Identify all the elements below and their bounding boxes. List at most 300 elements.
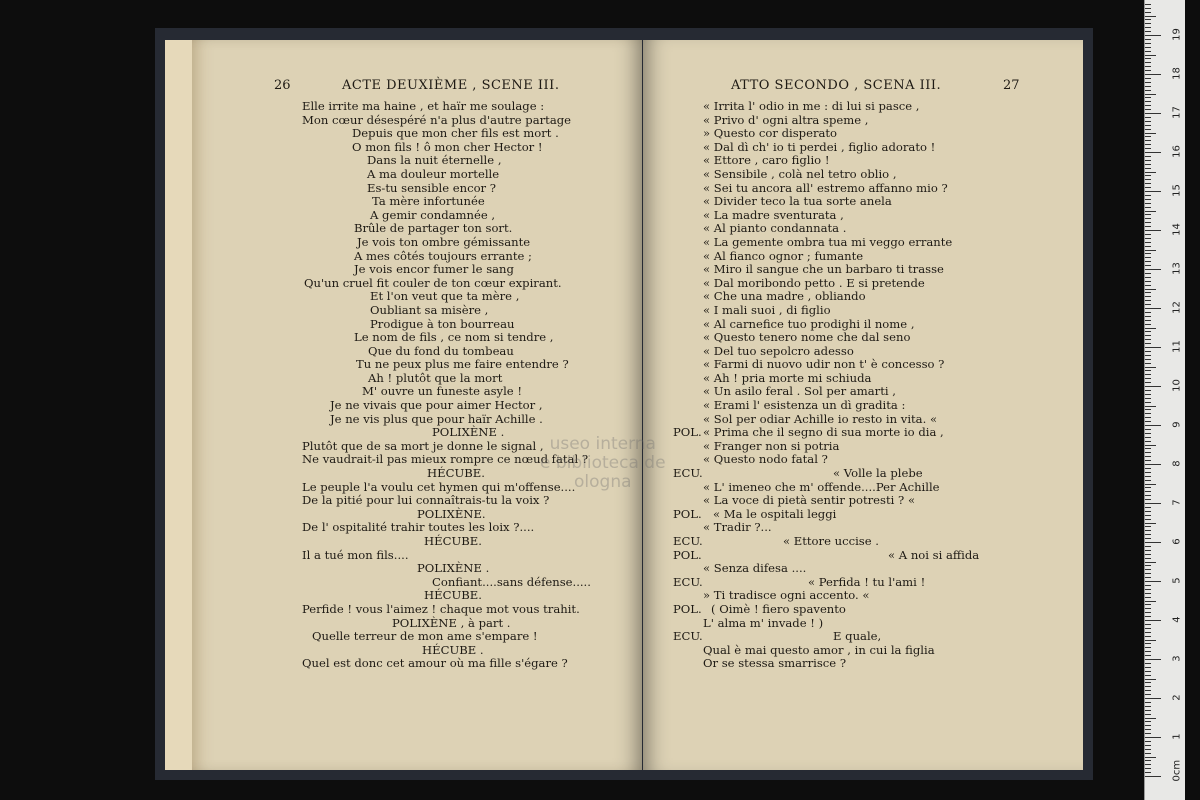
ruler-tick <box>1145 491 1151 492</box>
ruler-tick <box>1145 234 1151 235</box>
ruler-tick <box>1145 655 1151 656</box>
ruler-tick <box>1145 160 1151 161</box>
line-text: Je vois encor fumer le sang <box>354 262 514 277</box>
line-text: Brûle de partager ton sort. <box>354 221 513 236</box>
ruler-tick <box>1145 729 1151 730</box>
text-line <box>192 277 642 291</box>
ruler-tick <box>1145 242 1151 243</box>
speaker-label: ECU. <box>673 574 703 589</box>
text-line <box>192 114 642 128</box>
ruler-number: 18 <box>1171 67 1183 80</box>
measurement-ruler <box>1144 0 1185 800</box>
ruler-tick <box>1145 476 1151 477</box>
line-text: De la pitié pour lui connaîtrais-tu la voix ? <box>302 493 550 508</box>
museum-watermark <box>540 435 666 492</box>
right-page-number: 27 <box>1003 78 1020 93</box>
text-line <box>643 413 1083 427</box>
line-text: « Questo nodo fatal ? <box>703 452 828 467</box>
line-text: « Franger non si potria <box>703 438 840 453</box>
speaker-label: POL. <box>673 506 702 521</box>
text-line <box>192 644 642 658</box>
line-text: « Farmi di nuovo udir non t' è concesso ? <box>703 357 945 372</box>
ruler-tick <box>1145 601 1156 602</box>
line-text: Ta mère infortunée <box>372 194 485 209</box>
ruler-tick <box>1145 472 1151 473</box>
watermark-line: useo interna <box>549 434 656 454</box>
line-text: « Divider teco la tua sorte anela <box>703 194 892 209</box>
line-text: Prodigue à ton bourreau <box>370 316 515 331</box>
text-line <box>643 589 1083 603</box>
ruler-tick <box>1145 144 1151 145</box>
text-line <box>192 630 642 644</box>
text-line <box>192 657 642 671</box>
ruler-tick <box>1145 97 1151 98</box>
text-line <box>192 100 642 114</box>
ruler-tick <box>1145 538 1151 539</box>
ruler-tick <box>1145 230 1161 231</box>
speaker-label: ECU. <box>673 629 703 644</box>
ruler-tick <box>1145 86 1151 87</box>
ruler-tick <box>1145 760 1151 761</box>
ruler-tick <box>1145 745 1151 746</box>
ruler-tick <box>1145 686 1151 687</box>
ruler-tick <box>1145 109 1151 110</box>
ruler-tick <box>1145 39 1151 40</box>
speaker-label: ECU. <box>673 466 703 481</box>
line-text: Es-tu sensible encor ? <box>367 180 496 195</box>
ruler-tick <box>1145 156 1151 157</box>
ruler-tick <box>1145 413 1151 414</box>
line-text: L' alma m' invade ! ) <box>703 615 824 630</box>
ruler-tick <box>1145 179 1151 180</box>
line-text: Je ne vis plus que pour haïr Achille . <box>330 411 543 426</box>
ruler-tick <box>1145 640 1156 641</box>
line-text: E quale, <box>833 629 882 644</box>
text-line <box>192 182 642 196</box>
ruler-tick <box>1145 355 1151 356</box>
line-text: Oubliant sa misère , <box>370 302 489 317</box>
text-line <box>643 168 1083 182</box>
ruler-tick <box>1145 238 1151 239</box>
ruler-tick <box>1145 172 1156 173</box>
ruler-tick <box>1145 597 1151 598</box>
line-text: Plutôt que de sa mort je donne le signal , <box>302 438 544 453</box>
ruler-tick <box>1145 460 1151 461</box>
ruler-tick <box>1145 425 1161 426</box>
text-line <box>192 345 642 359</box>
ruler-tick <box>1145 140 1151 141</box>
ruler-tick <box>1145 768 1151 769</box>
line-text: A mes côtés toujours errante ; <box>354 248 532 263</box>
ruler-tick <box>1145 647 1151 648</box>
ruler-tick <box>1145 214 1151 215</box>
ruler-tick <box>1145 35 1161 36</box>
line-text: A ma douleur mortelle <box>367 166 500 181</box>
line-text: « Prima che il segno di sua morte io dia , <box>703 425 944 440</box>
ruler-tick <box>1145 616 1151 617</box>
text-line <box>643 385 1083 399</box>
ruler-tick <box>1145 452 1151 453</box>
ruler-tick <box>1145 753 1151 754</box>
line-text: « Miro il sangue che un barbaro ti trasse <box>703 262 944 277</box>
text-line <box>643 318 1083 332</box>
ruler-tick <box>1145 82 1151 83</box>
ruler-tick <box>1145 58 1151 59</box>
ruler-tick <box>1145 62 1151 63</box>
line-text: Tu ne peux plus me faire entendre ? <box>356 357 569 372</box>
text-line <box>643 535 1083 549</box>
line-text: Confiant....sans défense..... <box>432 574 591 589</box>
line-text: Mon cœur désespéré n'a plus d'autre partage <box>302 112 572 127</box>
speaker-label: POL. <box>673 425 702 440</box>
left-page-text <box>192 100 642 671</box>
line-text: « Sol per odiar Achille io resto in vita. « <box>703 411 938 426</box>
text-line <box>192 127 642 141</box>
text-line <box>192 617 642 631</box>
ruler-tick <box>1145 468 1151 469</box>
ruler-tick <box>1145 542 1161 543</box>
line-text: « Senza difesa .... <box>703 561 807 576</box>
ruler-tick <box>1145 121 1151 122</box>
ruler-tick <box>1145 175 1151 176</box>
line-text: Quel est donc cet amour où ma fille s'égare ? <box>302 656 568 671</box>
ruler-tick <box>1145 211 1156 212</box>
ruler-tick <box>1145 351 1151 352</box>
line-text: HÉCUBE . <box>422 642 484 657</box>
ruler-tick <box>1145 136 1151 137</box>
line-text: POLIXÈNE , à part . <box>392 615 511 630</box>
text-line <box>643 576 1083 590</box>
ruler-tick <box>1145 374 1151 375</box>
ruler-tick <box>1145 772 1151 773</box>
line-text: « Del tuo sepolcro adesso <box>703 343 854 358</box>
ruler-tick <box>1145 628 1151 629</box>
ruler-tick <box>1145 390 1151 391</box>
line-text: HÉCUBE. <box>424 534 482 548</box>
ruler-tick <box>1145 437 1151 438</box>
text-line <box>643 521 1083 535</box>
ruler-tick <box>1145 406 1156 407</box>
text-line <box>643 290 1083 304</box>
line-text: « Ah ! pria morte mi schiuda <box>703 370 872 385</box>
ruler-tick <box>1145 569 1151 570</box>
line-text: De l' ospitalité trahir toutes les loix ?.... <box>302 520 535 535</box>
text-line <box>643 304 1083 318</box>
line-text: « Ettore , caro figlio ! <box>703 153 830 168</box>
text-line <box>643 467 1083 481</box>
text-line <box>643 657 1083 671</box>
text-line <box>192 385 642 399</box>
right-page-text <box>643 100 1083 671</box>
text-line <box>643 399 1083 413</box>
ruler-tick <box>1145 675 1151 676</box>
ruler-tick <box>1145 253 1151 254</box>
ruler-tick <box>1145 304 1151 305</box>
ruler-tick <box>1145 721 1151 722</box>
ruler-tick <box>1145 43 1151 44</box>
text-line <box>643 100 1083 114</box>
line-text: Le nom de fils , ce nom si tendre , <box>354 330 554 345</box>
ruler-tick <box>1145 495 1151 496</box>
text-line <box>643 481 1083 495</box>
ruler-number: 6 <box>1171 538 1183 545</box>
text-line <box>192 372 642 386</box>
ruler-tick <box>1145 363 1151 364</box>
ruler-tick <box>1145 757 1156 758</box>
ruler-tick <box>1145 281 1151 282</box>
ruler-tick <box>1145 359 1151 360</box>
ruler-tick <box>1145 16 1156 17</box>
ruler-tick <box>1145 117 1151 118</box>
ruler-tick <box>1145 694 1151 695</box>
line-text: Il a tué mon fils.... <box>302 547 409 562</box>
ruler-tick <box>1145 429 1151 430</box>
ruler-tick <box>1145 187 1151 188</box>
ruler-tick <box>1145 222 1151 223</box>
ruler-tick <box>1145 643 1151 644</box>
ruler-tick <box>1145 90 1151 91</box>
ruler-tick <box>1145 27 1151 28</box>
text-line <box>643 358 1083 372</box>
text-line <box>643 209 1083 223</box>
ruler-tick <box>1145 74 1161 75</box>
ruler-tick <box>1145 519 1151 520</box>
text-line <box>643 222 1083 236</box>
line-text: « L' imeneo che m' offende....Per Achille <box>703 479 940 494</box>
line-text: « Ma le ospitali leggi <box>713 506 837 521</box>
ruler-tick <box>1145 764 1151 765</box>
line-text: POLIXÈNE. <box>417 506 486 521</box>
text-line <box>192 236 642 250</box>
ruler-tick <box>1145 105 1151 106</box>
line-text: ( Oimè ! fiero spavento <box>711 601 846 616</box>
ruler-tick <box>1145 277 1151 278</box>
text-line <box>192 154 642 168</box>
line-text: « Dal dì ch' io ti perdei , figlio adorato ! <box>703 139 936 154</box>
ruler-tick <box>1145 129 1151 130</box>
ruler-tick <box>1145 265 1151 266</box>
ruler-tick <box>1145 378 1151 379</box>
text-line <box>192 209 642 223</box>
ruler-tick <box>1145 698 1161 699</box>
text-line <box>643 630 1083 644</box>
line-text: Je vois ton ombre gémissante <box>357 234 531 249</box>
ruler-tick <box>1145 218 1151 219</box>
line-text: « Al pianto condannata . <box>703 221 847 236</box>
ruler-tick <box>1145 530 1151 531</box>
text-line <box>192 290 642 304</box>
ruler-tick <box>1145 706 1151 707</box>
ruler-number: 8 <box>1171 460 1183 467</box>
line-text: Je ne vivais que pour aimer Hector , <box>330 398 543 413</box>
ruler-number: 2 <box>1171 694 1183 701</box>
ruler-tick <box>1145 682 1151 683</box>
ruler-tick <box>1145 433 1151 434</box>
text-line <box>643 372 1083 386</box>
line-text: Et l'on veut que ta mère , <box>370 289 520 304</box>
ruler-tick <box>1145 417 1151 418</box>
text-line <box>643 195 1083 209</box>
ruler-tick <box>1145 448 1151 449</box>
line-text: M' ouvre un funeste asyle ! <box>362 384 523 399</box>
ruler-tick <box>1145 226 1151 227</box>
ruler-tick <box>1145 47 1151 48</box>
ruler-tick <box>1145 593 1151 594</box>
ruler-tick <box>1145 148 1151 149</box>
ruler-tick <box>1145 589 1151 590</box>
ruler-tick <box>1145 659 1161 660</box>
ruler-tick <box>1145 608 1151 609</box>
speaker-label: POL. <box>673 547 702 562</box>
ruler-tick <box>1145 733 1151 734</box>
ruler-tick <box>1145 573 1151 574</box>
speaker-label: ECU. <box>673 534 703 548</box>
ruler-tick <box>1145 507 1151 508</box>
ruler-tick <box>1145 487 1151 488</box>
right-page <box>643 40 1083 770</box>
text-line <box>192 222 642 236</box>
text-line <box>192 535 642 549</box>
ruler-tick <box>1145 515 1151 516</box>
ruler-tick <box>1145 620 1161 621</box>
ruler-tick <box>1145 511 1151 512</box>
text-line <box>192 576 642 590</box>
line-text: Ah ! plutôt que la mort <box>368 370 503 385</box>
text-line <box>643 127 1083 141</box>
text-line <box>643 263 1083 277</box>
ruler-tick <box>1145 398 1151 399</box>
ruler-tick <box>1145 546 1151 547</box>
text-line <box>192 304 642 318</box>
left-page <box>192 40 642 770</box>
ruler-tick <box>1145 94 1156 95</box>
line-text: « Ettore uccise . <box>783 534 879 548</box>
ruler-tick <box>1145 480 1151 481</box>
text-line <box>643 182 1083 196</box>
ruler-tick <box>1145 273 1151 274</box>
text-line <box>192 141 642 155</box>
ruler-tick <box>1145 168 1151 169</box>
ruler-tick <box>1145 113 1161 114</box>
ruler-tick <box>1145 23 1151 24</box>
ruler-tick <box>1145 370 1151 371</box>
ruler-tick <box>1145 612 1151 613</box>
ruler-tick <box>1145 441 1151 442</box>
ruler-tick <box>1145 312 1151 313</box>
line-text: POLIXÈNE . <box>417 561 490 576</box>
ruler-tick <box>1145 667 1151 668</box>
line-text: « La gemente ombra tua mi veggo errante <box>703 234 953 249</box>
ruler-tick <box>1145 671 1151 672</box>
ruler-number: 5 <box>1171 577 1183 584</box>
ruler-tick <box>1145 464 1161 465</box>
text-line <box>643 154 1083 168</box>
ruler-tick <box>1145 19 1151 20</box>
ruler-tick <box>1145 269 1161 270</box>
ruler-tick <box>1145 199 1151 200</box>
ruler-tick <box>1145 679 1156 680</box>
ruler-tick <box>1145 261 1151 262</box>
ruler-tick <box>1145 152 1161 153</box>
ruler-tick <box>1145 78 1151 79</box>
ruler-number: 3 <box>1171 655 1183 662</box>
ruler-tick <box>1145 604 1151 605</box>
ruler-tick <box>1145 339 1151 340</box>
text-line <box>192 589 642 603</box>
text-line <box>643 114 1083 128</box>
ruler-tick <box>1145 503 1161 504</box>
ruler-number: 9 <box>1171 421 1183 428</box>
watermark-line: e biblioteca de <box>540 453 666 473</box>
ruler-tick <box>1145 101 1151 102</box>
line-text: « Questo tenero nome che dal seno <box>703 330 911 345</box>
line-text: Elle irrite ma haine , et haïr me soulage : <box>302 99 545 113</box>
ruler-tick <box>1145 51 1151 52</box>
ruler-tick <box>1145 632 1151 633</box>
line-text: « I mali suoi , di figlio <box>703 302 831 317</box>
ruler-tick <box>1145 702 1151 703</box>
ruler-tick <box>1145 386 1161 387</box>
ruler-number: 19 <box>1171 28 1183 41</box>
ruler-tick <box>1145 382 1151 383</box>
line-text: « Perfida ! tu l'ami ! <box>808 574 926 589</box>
ruler-number: 4 <box>1171 616 1183 623</box>
ruler-tick <box>1145 577 1151 578</box>
line-text: « Al carnefice tuo prodighi il nome , <box>703 316 915 331</box>
line-text: Or se stessa smarrisce ? <box>703 656 847 671</box>
text-line <box>192 168 642 182</box>
ruler-tick <box>1145 445 1156 446</box>
ruler-number: 15 <box>1171 184 1183 197</box>
text-line <box>192 549 642 563</box>
text-line <box>643 141 1083 155</box>
ruler-tick <box>1145 133 1156 134</box>
ruler-tick <box>1145 292 1151 293</box>
ruler-number: 10 <box>1171 379 1183 392</box>
line-text: Ne vaudrait-il pas mieux rompre ce nœud fatal ? <box>302 452 589 467</box>
line-text: Perfide ! vous l'aimez ! chaque mot vous trahit. <box>302 601 580 616</box>
text-line <box>643 440 1083 454</box>
line-text: « Che una madre , obliando <box>703 289 866 304</box>
text-line <box>643 236 1083 250</box>
line-text: Que du fond du tombeau <box>368 343 514 358</box>
ruler-tick <box>1145 526 1151 527</box>
line-text: « La madre sventurata , <box>703 207 844 222</box>
text-line <box>192 508 642 522</box>
ruler-tick <box>1145 125 1151 126</box>
text-line <box>643 250 1083 264</box>
ruler-tick <box>1145 394 1151 395</box>
ruler-tick <box>1145 183 1151 184</box>
line-text: « Tradir ?... <box>703 520 772 535</box>
ruler-tick <box>1145 207 1151 208</box>
line-text: HÉCUBE. <box>427 466 485 481</box>
line-text: Quelle terreur de mon ame s'empare ! <box>312 629 538 644</box>
ruler-tick <box>1145 651 1151 652</box>
text-line <box>192 250 642 264</box>
ruler-tick <box>1145 289 1156 290</box>
ruler-tick <box>1145 484 1156 485</box>
ruler-tick <box>1145 624 1151 625</box>
line-text: O mon fils ! ô mon cher Hector ! <box>352 139 543 154</box>
text-line <box>192 331 642 345</box>
ruler-tick <box>1145 499 1151 500</box>
speaker-label: POL. <box>673 601 702 616</box>
ruler-tick <box>1145 718 1156 719</box>
ruler-tick <box>1145 663 1151 664</box>
ruler-tick <box>1145 562 1156 563</box>
ruler-tick <box>1145 31 1151 32</box>
